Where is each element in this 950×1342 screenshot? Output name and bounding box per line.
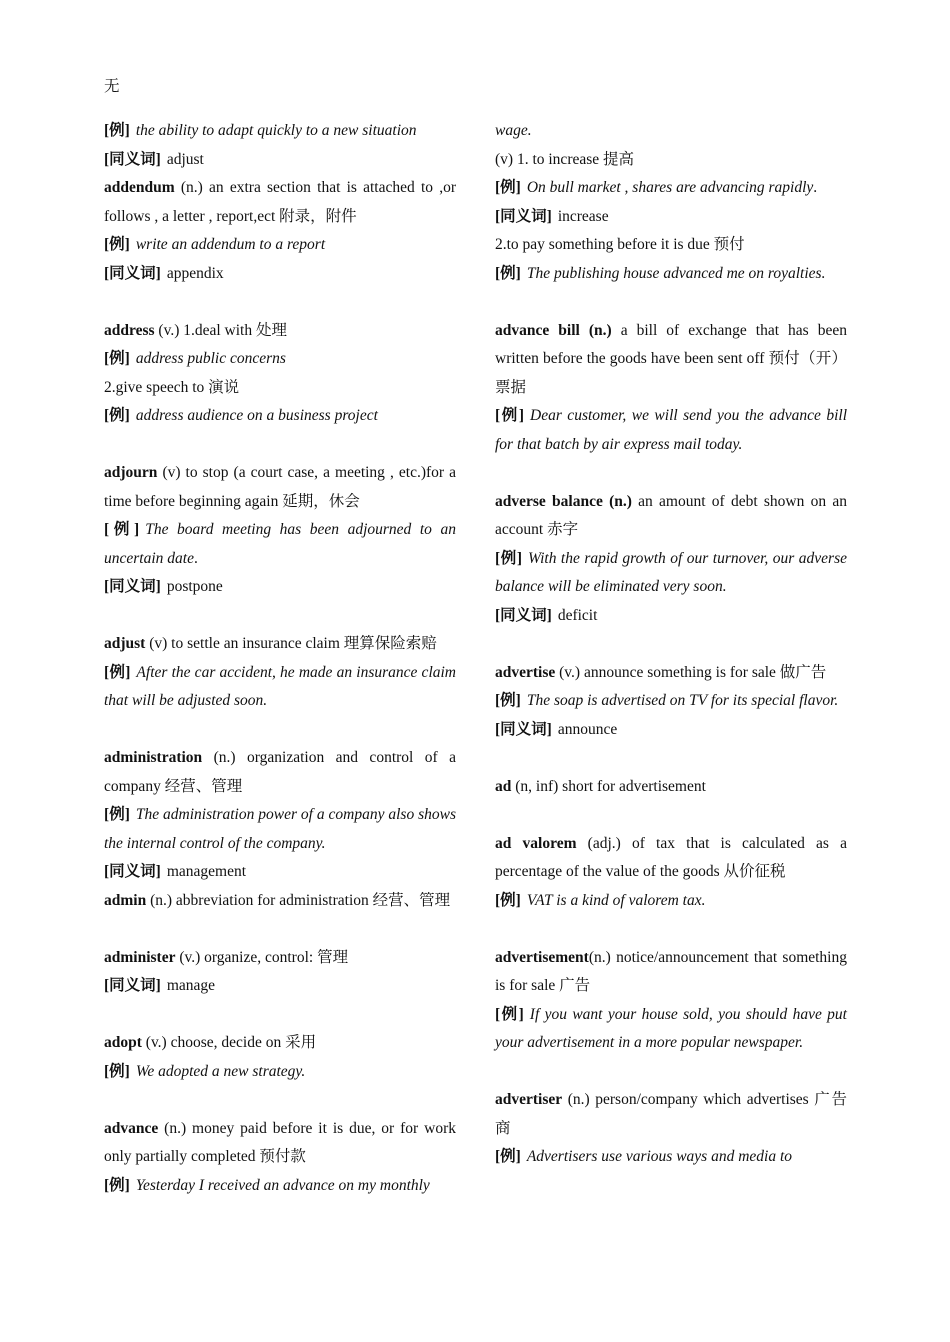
dictionary-line	[495, 1001, 847, 1058]
example-text: The publishing house advanced me on royalties.	[526, 264, 826, 282]
definition-text: deficit	[557, 606, 598, 624]
dictionary-line	[104, 1115, 456, 1172]
dictionary-line	[495, 174, 847, 203]
page-header: 无	[104, 78, 120, 95]
entry-tag: [例]	[104, 236, 130, 253]
entry-tag: [同义词]	[104, 578, 161, 595]
dictionary-line	[104, 944, 456, 973]
dictionary-line	[104, 659, 456, 716]
blank-line	[104, 431, 456, 460]
example-text: address public concerns	[135, 350, 286, 367]
headword: ad valorem	[495, 834, 577, 852]
blank-line	[495, 288, 847, 317]
definition-text: announce	[557, 720, 618, 738]
dictionary-line	[495, 203, 847, 232]
definition-text: (v) to stop (a court case, a meeting , etc.)for a time before beginning again 延期，休会	[104, 464, 456, 510]
entry-tag: [同义词]	[495, 720, 552, 738]
headword: advertisement	[495, 948, 589, 966]
example-text: write an addendum to a report	[135, 236, 326, 253]
headword: adverse balance (n.)	[495, 492, 632, 510]
entry-tag: [例]	[495, 891, 521, 909]
dictionary-line	[495, 716, 847, 745]
entry-tag: [同义词]	[104, 977, 161, 994]
example-text: If you want your house sold, you should have put your advertisement in a more popular newspaper.	[495, 1005, 847, 1051]
headword: administration	[104, 749, 203, 766]
entry-tag: [例]	[104, 1176, 130, 1194]
entry-tag: [例]	[495, 692, 521, 709]
headword: adjust	[104, 635, 146, 652]
entry-tag: [例]	[495, 264, 521, 282]
entry-tag: [例]	[104, 663, 131, 681]
entry-tag: [同义词]	[104, 863, 161, 880]
definition-text: (n, inf) short for advertisement	[511, 777, 706, 795]
definition-text: manage	[166, 977, 216, 994]
dictionary-line	[104, 260, 456, 289]
definition-text: increase	[557, 207, 609, 225]
dictionary-line	[104, 174, 456, 231]
blank-line	[495, 630, 847, 659]
dictionary-line	[104, 516, 456, 573]
definition-text: (v.) choose, decide on 采用	[141, 1034, 317, 1051]
headword: ad	[495, 777, 512, 795]
dictionary-line	[495, 260, 847, 289]
right-column	[495, 117, 847, 1172]
entry-tag: [例]	[104, 407, 130, 424]
dictionary-line	[495, 402, 847, 459]
dictionary-line	[104, 146, 456, 175]
dictionary-line	[495, 602, 847, 631]
definition-text: (adj.) of tax that is calculated as a percentage of the value of the goods 从价征税	[495, 834, 847, 880]
entry-tag: [同义词]	[104, 150, 161, 168]
example-text: We adopted a new strategy.	[135, 1062, 306, 1080]
blank-line	[104, 915, 456, 944]
definition-text: (v.) announce something is for sale 做广告	[555, 663, 827, 681]
definition-text: (n.) person/company which advertises 广告商	[495, 1091, 847, 1137]
headword: advertise	[495, 663, 556, 681]
definition-text: (n.) organization and control of a company 经营、管理	[104, 749, 456, 795]
dictionary-line	[104, 317, 456, 346]
definition-text: management	[166, 863, 247, 880]
definition-text: adjust	[166, 150, 204, 168]
definition-text: (v) 1. to increase 提高	[495, 150, 635, 168]
dictionary-line	[104, 374, 456, 403]
dictionary-line	[495, 146, 847, 175]
dictionary-line	[495, 317, 847, 403]
dictionary-line	[104, 801, 456, 858]
blank-line	[495, 915, 847, 944]
dictionary-line	[495, 687, 847, 716]
dictionary-line	[104, 117, 456, 146]
headword: administer	[104, 948, 176, 966]
blank-line	[495, 459, 847, 488]
example-text: After the car accident, he made an insurance claim that will be adjusted soon.	[104, 663, 456, 709]
blank-line	[495, 1058, 847, 1087]
entry-tag: [例]	[495, 407, 524, 424]
dictionary-line	[104, 1172, 456, 1201]
blank-line	[495, 744, 847, 773]
example-text: VAT is a kind of valorem tax.	[526, 891, 706, 909]
dictionary-line	[104, 459, 456, 516]
definition-text: a bill of exchange that has been written before the goods have been sent off 预付（开）票据	[495, 321, 847, 396]
definition-text: (v.) organize, control: 管理	[175, 948, 349, 966]
entry-tag: [例]	[104, 1062, 130, 1080]
example-text: The soap is advertised on TV for its special flavor.	[526, 692, 839, 709]
example-text: On bull market , shares are advancing rapidly	[526, 179, 814, 196]
dictionary-line	[104, 345, 456, 374]
example-text: wage.	[495, 122, 532, 139]
definition-text: (n.) money paid before it is due, or for work only partially completed 预付款	[104, 1119, 456, 1165]
example-text: Advertisers use various ways and media to	[526, 1148, 793, 1165]
example-text: address audience on a business project	[135, 407, 378, 424]
example-text: With the rapid growth of our turnover, our adverse balance will be eliminated very soon.	[495, 549, 847, 595]
dictionary-line	[104, 1029, 456, 1058]
definition-text: (n.) an extra section that is attached to ,or follows , a letter , report,ect 附录，附件	[104, 179, 456, 225]
dictionary-line	[104, 744, 456, 801]
example-text: Yesterday I received an advance on my monthly	[135, 1176, 430, 1194]
blank-line	[104, 288, 456, 317]
definition-text: 2.give speech to 演说	[104, 378, 240, 396]
example-text: The board meeting has been adjourned to an uncertain date	[104, 521, 456, 567]
dictionary-line	[495, 830, 847, 887]
entry-tag: [例]	[104, 350, 130, 367]
definition-text: (n.) notice/announcement that something is for sale 广告	[495, 948, 847, 994]
dictionary-line	[495, 944, 847, 1001]
example-text: the ability to adapt quickly to a new situation	[135, 122, 417, 139]
headword: adopt	[104, 1034, 142, 1051]
dictionary-line	[495, 117, 847, 146]
entry-tag: [例]	[104, 122, 130, 139]
headword: address	[104, 321, 155, 339]
left-column	[104, 117, 456, 1200]
dictionary-line	[495, 773, 847, 802]
dictionary-line	[495, 887, 847, 916]
entry-tag: [同义词]	[104, 264, 161, 282]
entry-tag: [例]	[495, 1148, 521, 1165]
example-text: Dear customer, we will send you the advance bill for that batch by air express mail today.	[495, 407, 847, 453]
entry-tag: [例]	[495, 549, 523, 567]
dictionary-line	[104, 1058, 456, 1087]
definition-text: postpone	[166, 578, 223, 595]
headword: addendum	[104, 179, 175, 196]
dictionary-line	[104, 573, 456, 602]
entry-tag: [例]	[104, 806, 130, 823]
example-text: The administration power of a company also shows the internal control of the company.	[104, 806, 456, 852]
dictionary-line	[495, 1086, 847, 1143]
blank-line	[104, 1001, 456, 1030]
dictionary-line	[104, 887, 456, 916]
dictionary-line	[495, 488, 847, 545]
blank-line	[495, 801, 847, 830]
definition-text: (v) to settle an insurance claim 理算保险索赔	[145, 635, 437, 652]
entry-tag: [例]	[104, 521, 140, 538]
definition-text: (v.) 1.deal with 处理	[154, 321, 287, 339]
definition-text: (n.) abbreviation for administration 经营、管理	[146, 891, 451, 909]
definition-text: .	[813, 179, 818, 196]
definition-text: appendix	[166, 264, 224, 282]
dictionary-line	[495, 231, 847, 260]
headword: advertiser	[495, 1091, 563, 1108]
dictionary-line	[495, 659, 847, 688]
headword: adjourn	[104, 464, 158, 481]
entry-tag: [同义词]	[495, 606, 552, 624]
blank-line	[104, 1086, 456, 1115]
definition-text: an amount of debt shown on an account 赤字	[495, 492, 847, 538]
entry-tag: [例]	[495, 1005, 524, 1023]
definition-text: .	[193, 549, 198, 567]
blank-line	[104, 716, 456, 745]
headword: advance	[104, 1119, 159, 1137]
dictionary-line	[495, 1143, 847, 1172]
dictionary-line	[104, 402, 456, 431]
dictionary-line	[104, 858, 456, 887]
dictionary-line	[495, 545, 847, 602]
headword: admin	[104, 891, 147, 909]
dictionary-line	[104, 630, 456, 659]
blank-line	[104, 602, 456, 631]
dictionary-line	[104, 972, 456, 1001]
entry-tag: [同义词]	[495, 207, 552, 225]
dictionary-line	[104, 231, 456, 260]
entry-tag: [例]	[495, 179, 521, 196]
headword: advance bill (n.)	[495, 321, 612, 339]
definition-text: 2.to pay something before it is due 预付	[495, 236, 745, 253]
